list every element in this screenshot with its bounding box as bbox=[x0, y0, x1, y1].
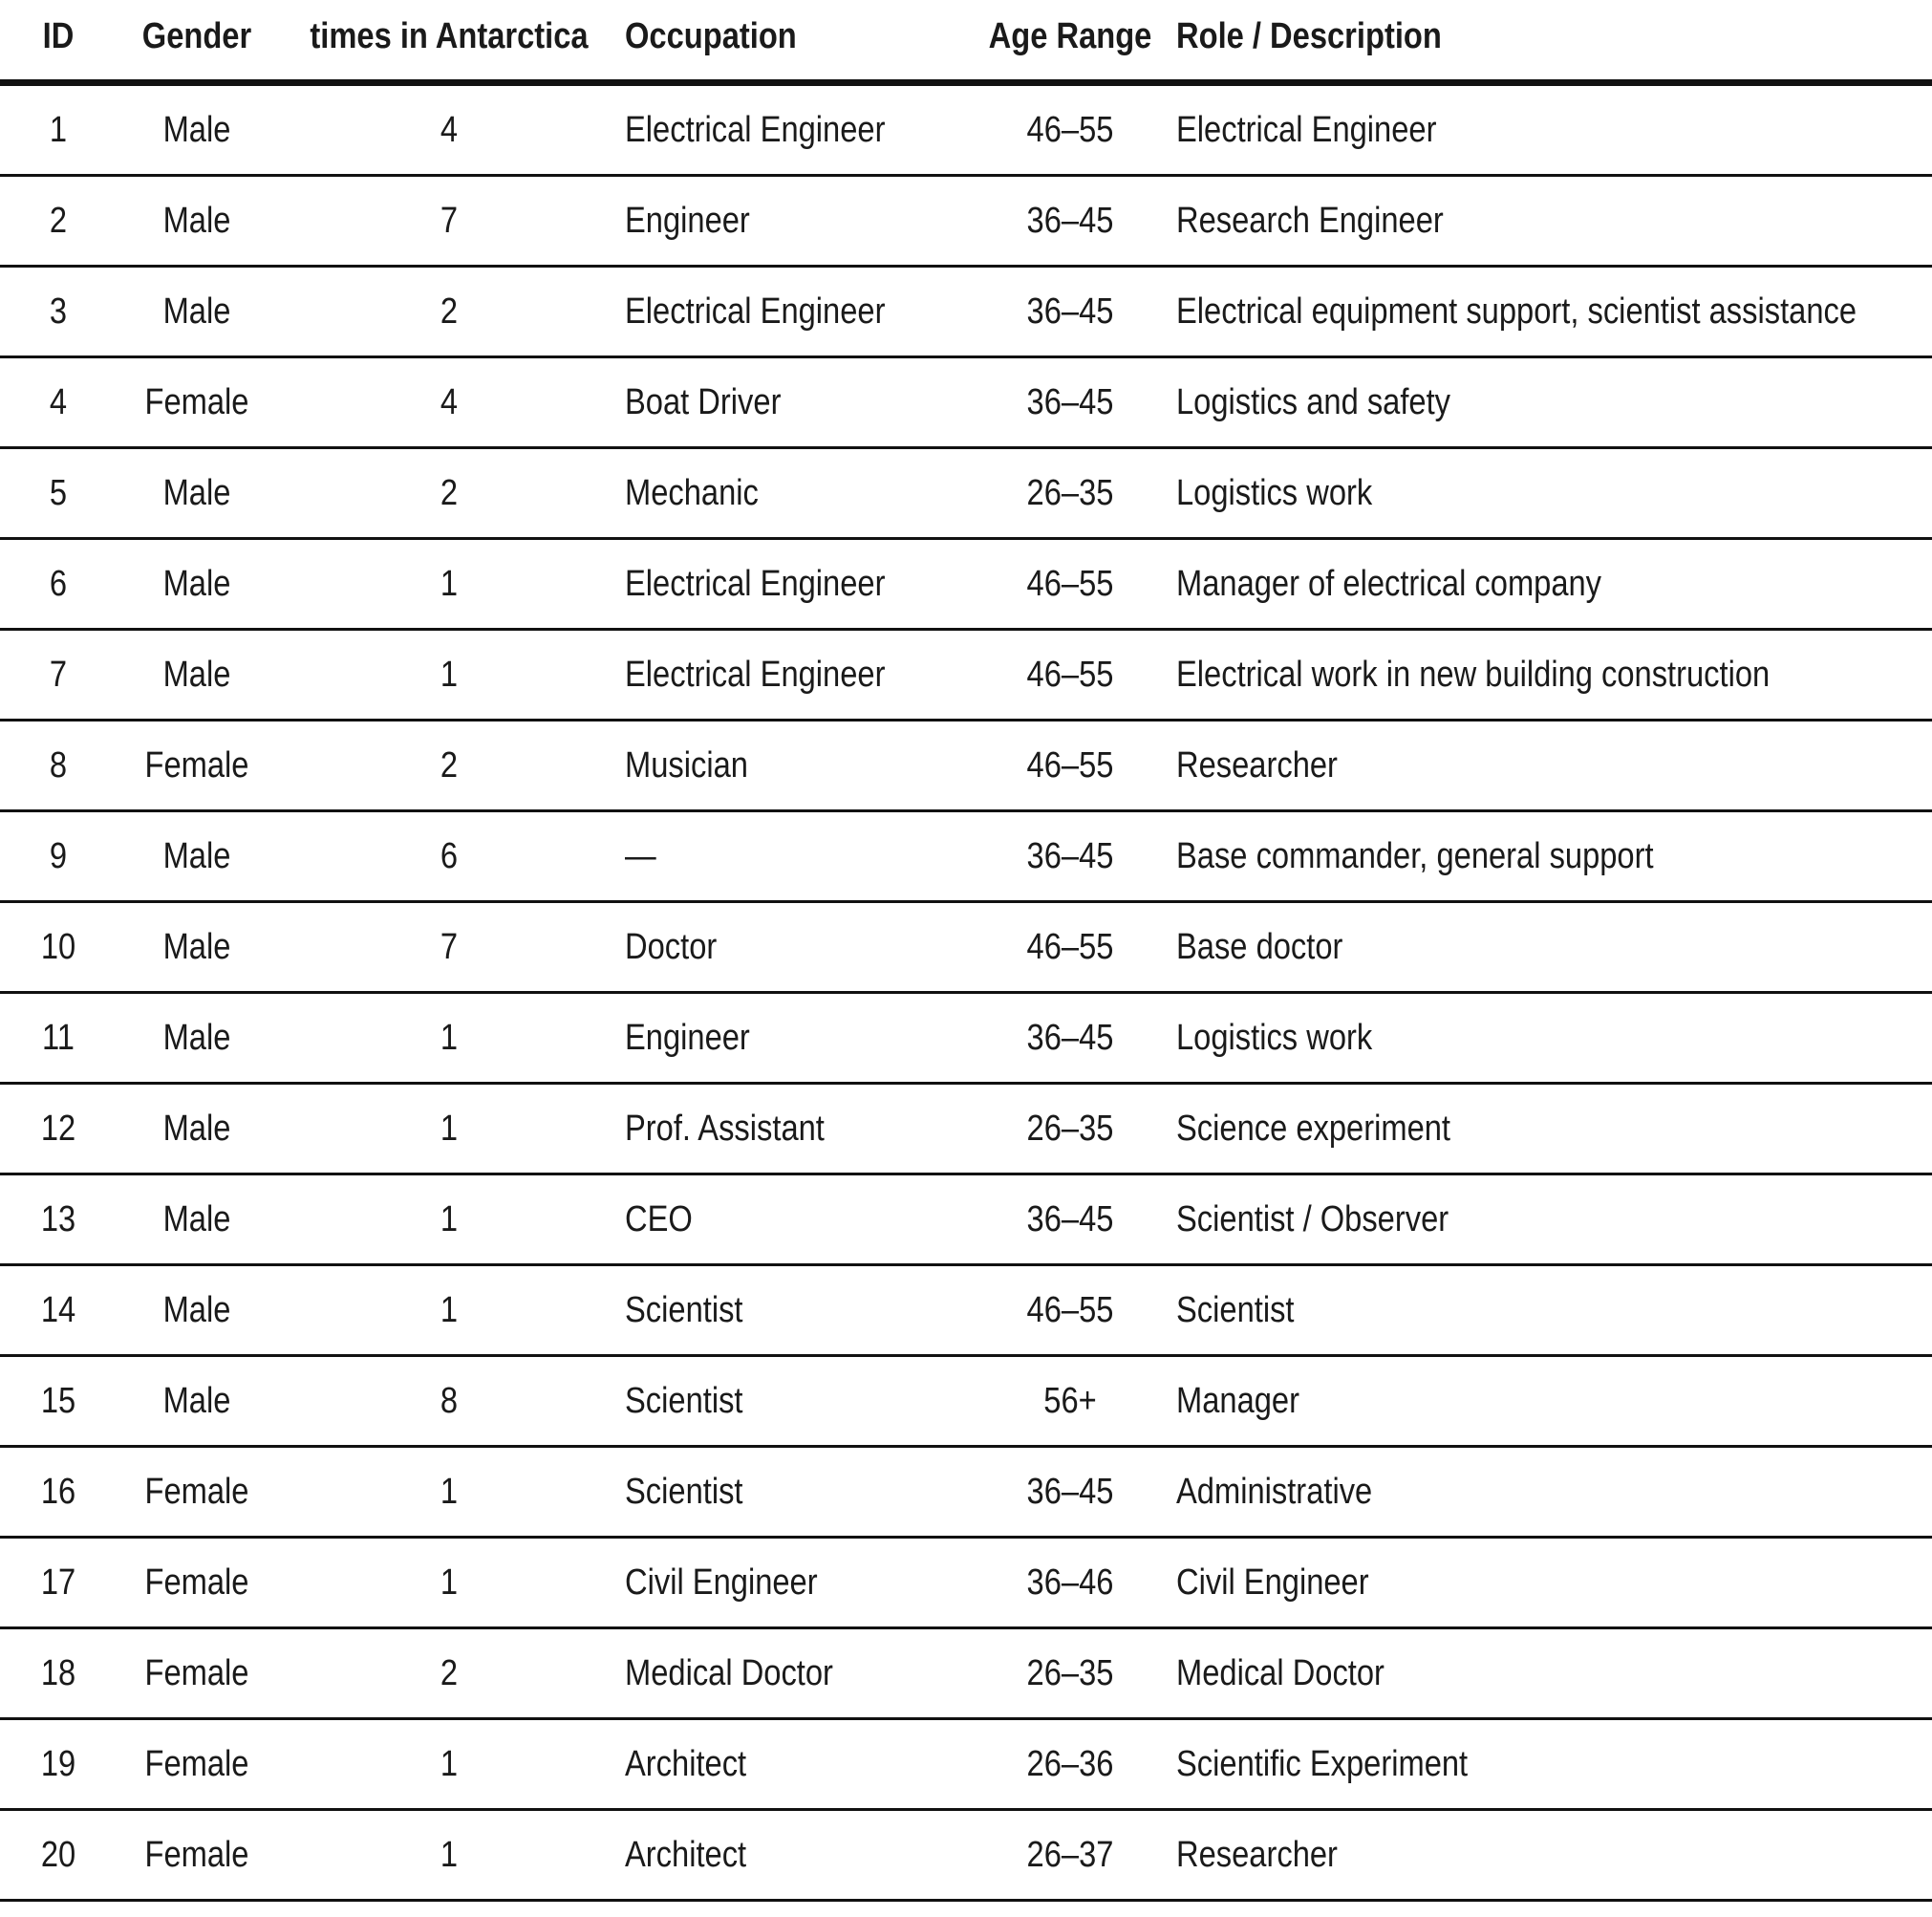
cell-occupation: Engineer bbox=[625, 200, 750, 241]
cell-id: 8 bbox=[49, 744, 68, 786]
cell-role-description: Electrical work in new building construction bbox=[1176, 654, 1771, 695]
cell-times-in-antarctica: 1 bbox=[440, 1108, 459, 1149]
cell-id: 11 bbox=[42, 1017, 75, 1058]
cell-id: 10 bbox=[40, 926, 76, 967]
cell-id: 4 bbox=[49, 381, 68, 422]
cell-times-in-antarctica: 1 bbox=[440, 1471, 459, 1512]
cell-times-in-antarctica: 1 bbox=[440, 1743, 459, 1784]
cell-id: 13 bbox=[40, 1198, 76, 1239]
cell-gender: Male bbox=[162, 926, 231, 967]
cell-age-range: 26–36 bbox=[1026, 1743, 1114, 1784]
cell-age-range: 36–46 bbox=[1026, 1562, 1114, 1603]
cell-id: 18 bbox=[40, 1652, 76, 1693]
cell-gender: Male bbox=[162, 1380, 231, 1421]
cell-role-description: Medical Doctor bbox=[1176, 1652, 1385, 1693]
cell-id: 20 bbox=[40, 1834, 76, 1875]
cell-occupation: Doctor bbox=[625, 926, 718, 967]
table-row bbox=[0, 449, 1932, 540]
cell-age-range: 46–55 bbox=[1026, 744, 1114, 786]
cell-times-in-antarctica: 7 bbox=[440, 200, 459, 241]
table-row bbox=[0, 1539, 1932, 1629]
cell-id: 19 bbox=[40, 1743, 76, 1784]
cell-age-range: 46–55 bbox=[1026, 109, 1114, 150]
cell-gender: Male bbox=[162, 1289, 231, 1330]
cell-role-description: Research Engineer bbox=[1176, 200, 1444, 241]
cell-occupation: Scientist bbox=[625, 1471, 743, 1512]
cell-occupation: Architect bbox=[625, 1743, 747, 1784]
table-row bbox=[0, 1720, 1932, 1811]
cell-age-range: 36–45 bbox=[1026, 1017, 1114, 1058]
cell-id: 5 bbox=[49, 472, 68, 513]
cell-gender: Female bbox=[144, 1834, 249, 1875]
cell-gender: Male bbox=[162, 1198, 231, 1239]
cell-age-range: 36–45 bbox=[1026, 381, 1114, 422]
cell-id: 14 bbox=[40, 1289, 76, 1330]
table-row bbox=[0, 1085, 1932, 1175]
cell-role-description: Base doctor bbox=[1176, 926, 1343, 967]
cell-id: 12 bbox=[40, 1108, 76, 1149]
table-row bbox=[0, 631, 1932, 722]
header-occupation: Occupation bbox=[625, 16, 797, 56]
cell-age-range: 56+ bbox=[1043, 1380, 1097, 1421]
cell-gender: Male bbox=[162, 472, 231, 513]
cell-gender: Female bbox=[144, 1562, 249, 1603]
cell-role-description: Scientific Experiment bbox=[1176, 1743, 1469, 1784]
cell-role-description: Logistics work bbox=[1176, 1017, 1373, 1058]
cell-gender: Female bbox=[144, 1743, 249, 1784]
cell-occupation: Architect bbox=[625, 1834, 747, 1875]
cell-occupation: Electrical Engineer bbox=[625, 291, 886, 332]
cell-times-in-antarctica: 2 bbox=[440, 1652, 459, 1693]
cell-times-in-antarctica: 1 bbox=[440, 654, 459, 695]
cell-role-description: Scientist / Observer bbox=[1176, 1198, 1449, 1239]
cell-age-range: 26–35 bbox=[1026, 1108, 1114, 1149]
cell-id: 6 bbox=[49, 563, 68, 604]
cell-occupation: Medical Doctor bbox=[625, 1652, 833, 1693]
cell-occupation: Scientist bbox=[625, 1380, 743, 1421]
cell-occupation: Musician bbox=[625, 744, 748, 786]
cell-role-description: Electrical equipment support, scientist assistance bbox=[1176, 291, 1857, 332]
cell-gender: Male bbox=[162, 654, 231, 695]
cell-age-range: 36–45 bbox=[1026, 291, 1114, 332]
cell-gender: Male bbox=[162, 200, 231, 241]
cell-gender: Male bbox=[162, 835, 231, 876]
cell-times-in-antarctica: 1 bbox=[440, 1198, 459, 1239]
table-row bbox=[0, 177, 1932, 268]
cell-occupation: Mechanic bbox=[625, 472, 759, 513]
cell-role-description: Logistics work bbox=[1176, 472, 1373, 513]
cell-times-in-antarctica: 1 bbox=[440, 1562, 459, 1603]
table-row bbox=[0, 722, 1932, 812]
table-row bbox=[0, 1266, 1932, 1357]
cell-role-description: Electrical Engineer bbox=[1176, 109, 1437, 150]
cell-id: 16 bbox=[40, 1471, 76, 1512]
table-row bbox=[0, 812, 1932, 903]
cell-age-range: 36–45 bbox=[1026, 1471, 1114, 1512]
cell-age-range: 26–35 bbox=[1026, 1652, 1114, 1693]
cell-gender: Female bbox=[144, 744, 249, 786]
header-id: ID bbox=[42, 16, 75, 56]
cell-occupation: Prof. Assistant bbox=[625, 1108, 825, 1149]
cell-gender: Female bbox=[144, 381, 249, 422]
cell-role-description: Manager of electrical company bbox=[1176, 563, 1602, 604]
cell-age-range: 36–45 bbox=[1026, 835, 1114, 876]
cell-times-in-antarctica: 2 bbox=[440, 472, 459, 513]
cell-id: 15 bbox=[40, 1380, 76, 1421]
table-body bbox=[0, 86, 1932, 1902]
header-role-description: Role / Description bbox=[1176, 16, 1442, 56]
cell-times-in-antarctica: 1 bbox=[440, 1834, 459, 1875]
table-row bbox=[0, 1448, 1932, 1539]
cell-occupation: Electrical Engineer bbox=[625, 109, 886, 150]
cell-id: 17 bbox=[40, 1562, 76, 1603]
cell-role-description: Science experiment bbox=[1176, 1108, 1451, 1149]
cell-id: 7 bbox=[49, 654, 68, 695]
header-gender: Gender bbox=[141, 16, 252, 56]
table-row bbox=[0, 1629, 1932, 1720]
cell-times-in-antarctica: 6 bbox=[440, 835, 459, 876]
cell-age-range: 26–35 bbox=[1026, 472, 1114, 513]
cell-role-description: Researcher bbox=[1176, 744, 1338, 786]
table-row bbox=[0, 1811, 1932, 1902]
header-times-in-antarctica: times in Antarctica bbox=[310, 16, 589, 56]
cell-age-range: 46–55 bbox=[1026, 926, 1114, 967]
cell-role-description: Administrative bbox=[1176, 1471, 1373, 1512]
cell-age-range: 46–55 bbox=[1026, 1289, 1114, 1330]
cell-gender: Male bbox=[162, 291, 231, 332]
cell-id: 9 bbox=[49, 835, 68, 876]
cell-role-description: Scientist bbox=[1176, 1289, 1295, 1330]
cell-age-range: 46–55 bbox=[1026, 563, 1114, 604]
cell-gender: Male bbox=[162, 109, 231, 150]
cell-occupation: — bbox=[625, 835, 656, 876]
cell-times-in-antarctica: 2 bbox=[440, 744, 459, 786]
cell-id: 3 bbox=[49, 291, 68, 332]
table-row bbox=[0, 1175, 1932, 1266]
table-row bbox=[0, 540, 1932, 631]
table-row bbox=[0, 268, 1932, 358]
cell-occupation: Boat Driver bbox=[625, 381, 782, 422]
cell-role-description: Researcher bbox=[1176, 1834, 1338, 1875]
cell-gender: Male bbox=[162, 563, 231, 604]
cell-role-description: Civil Engineer bbox=[1176, 1562, 1369, 1603]
header-age-range: Age Range bbox=[988, 16, 1152, 56]
cell-age-range: 36–45 bbox=[1026, 1198, 1114, 1239]
cell-age-range: 26–37 bbox=[1026, 1834, 1114, 1875]
cell-times-in-antarctica: 8 bbox=[440, 1380, 459, 1421]
cell-times-in-antarctica: 4 bbox=[440, 109, 459, 150]
cell-occupation: Scientist bbox=[625, 1289, 743, 1330]
cell-occupation: CEO bbox=[625, 1198, 693, 1239]
cell-gender: Male bbox=[162, 1108, 231, 1149]
cell-occupation: Civil Engineer bbox=[625, 1562, 818, 1603]
cell-gender: Female bbox=[144, 1652, 249, 1693]
cell-role-description: Manager bbox=[1176, 1380, 1299, 1421]
table-row bbox=[0, 994, 1932, 1085]
cell-role-description: Base commander, general support bbox=[1176, 835, 1654, 876]
cell-id: 1 bbox=[49, 109, 68, 150]
cell-id: 2 bbox=[49, 200, 68, 241]
cell-occupation: Engineer bbox=[625, 1017, 750, 1058]
cell-role-description: Logistics and safety bbox=[1176, 381, 1451, 422]
cell-times-in-antarctica: 4 bbox=[440, 381, 459, 422]
cell-age-range: 36–45 bbox=[1026, 200, 1114, 241]
cell-age-range: 46–55 bbox=[1026, 654, 1114, 695]
cell-occupation: Electrical Engineer bbox=[625, 654, 886, 695]
table-row bbox=[0, 1357, 1932, 1448]
cell-times-in-antarctica: 7 bbox=[440, 926, 459, 967]
cell-times-in-antarctica: 2 bbox=[440, 291, 459, 332]
table-row bbox=[0, 903, 1932, 994]
cell-gender: Female bbox=[144, 1471, 249, 1512]
cell-gender: Male bbox=[162, 1017, 231, 1058]
table-header-row bbox=[0, 0, 1932, 86]
cell-occupation: Electrical Engineer bbox=[625, 563, 886, 604]
cell-times-in-antarctica: 1 bbox=[440, 1017, 459, 1058]
table-row bbox=[0, 86, 1932, 177]
table-row bbox=[0, 358, 1932, 449]
cell-times-in-antarctica: 1 bbox=[440, 1289, 459, 1330]
cell-times-in-antarctica: 1 bbox=[440, 563, 459, 604]
